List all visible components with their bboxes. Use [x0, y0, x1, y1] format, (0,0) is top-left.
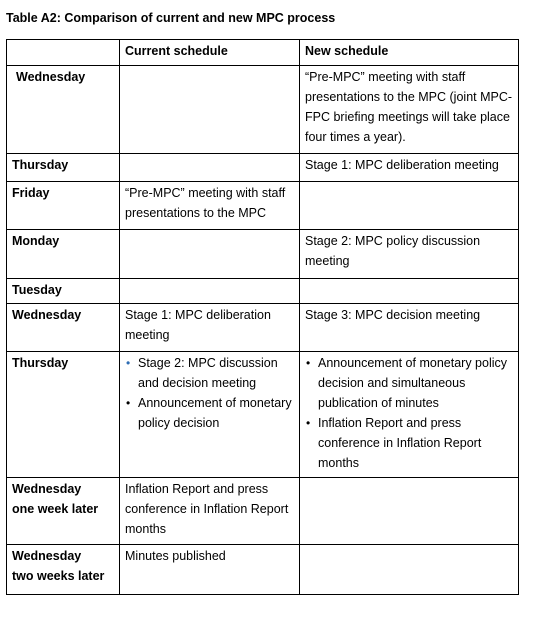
- new-cell: [300, 478, 519, 545]
- current-cell: [120, 230, 300, 279]
- new-cell: [300, 545, 519, 595]
- day-cell: Wednesday: [7, 66, 120, 154]
- table-row: [7, 230, 519, 279]
- day-cell: Friday: [7, 182, 120, 230]
- day-line: two weeks later: [12, 569, 105, 583]
- header-cell-empty: [7, 40, 120, 66]
- list-item-text: Stage 2: MPC discussion and decision meeting: [138, 356, 278, 390]
- header-current-schedule: Current schedule: [120, 40, 300, 66]
- table-row: [7, 66, 519, 154]
- day-cell: Thursday: [7, 352, 120, 478]
- bullet-icon: •: [306, 416, 311, 430]
- table-caption: Table A2: Comparison of current and new MPC process: [6, 11, 336, 25]
- table-row: [7, 545, 519, 595]
- bullet-icon: •: [126, 356, 131, 370]
- table-row: [7, 182, 519, 230]
- current-cell: [120, 279, 300, 304]
- list-item-text: Announcement of monetary policy decision and simultaneous publication of minutes: [318, 356, 507, 410]
- list-item-text: Inflation Report and press conference in Inflation Report months: [318, 416, 482, 470]
- table-row: [7, 154, 519, 182]
- day-line: Wednesday: [12, 549, 82, 563]
- list-item: [125, 353, 294, 393]
- new-cell: Stage 3: MPC decision meeting: [300, 304, 519, 352]
- current-cell: Minutes published: [120, 545, 300, 595]
- current-cell: [120, 154, 300, 182]
- new-bullet-list: [305, 353, 513, 473]
- table-row: [7, 279, 519, 304]
- day-line: Wednesday: [12, 482, 82, 496]
- new-cell: [300, 352, 519, 478]
- day-cell: [7, 545, 120, 595]
- table-row: [7, 304, 519, 352]
- bullet-icon: •: [306, 356, 311, 370]
- header-row: [7, 40, 519, 66]
- day-line: one week later: [12, 502, 99, 516]
- current-cell: [120, 352, 300, 478]
- current-cell: [120, 66, 300, 154]
- new-cell: Stage 1: MPC deliberation meeting: [300, 154, 519, 182]
- current-cell: “Pre-MPC” meeting with staff presentations to the MPC: [120, 182, 300, 230]
- list-item-text: Announcement of monetary policy decision: [138, 396, 292, 430]
- day-cell: Thursday: [7, 154, 120, 182]
- comparison-table: [6, 39, 519, 595]
- day-cell: [7, 478, 120, 545]
- list-item: [125, 393, 294, 433]
- new-cell: Stage 2: MPC policy discussion meeting: [300, 230, 519, 279]
- day-cell: Monday: [7, 230, 120, 279]
- day-cell: Wednesday: [7, 304, 120, 352]
- list-item: [305, 353, 513, 413]
- new-cell: “Pre-MPC” meeting with staff presentations to the MPC (joint MPC-FPC briefing meetings will take place four times a year).: [300, 66, 519, 154]
- bullet-icon: •: [126, 396, 131, 410]
- current-cell: Inflation Report and press conference in Inflation Report months: [120, 478, 300, 545]
- current-bullet-list: [125, 353, 294, 433]
- day-cell: Tuesday: [7, 279, 120, 304]
- list-item: [305, 413, 513, 473]
- header-new-schedule: New schedule: [300, 40, 519, 66]
- new-cell: [300, 182, 519, 230]
- current-cell: Stage 1: MPC deliberation meeting: [120, 304, 300, 352]
- table-row: [7, 352, 519, 478]
- new-cell: [300, 279, 519, 304]
- table-row: [7, 478, 519, 545]
